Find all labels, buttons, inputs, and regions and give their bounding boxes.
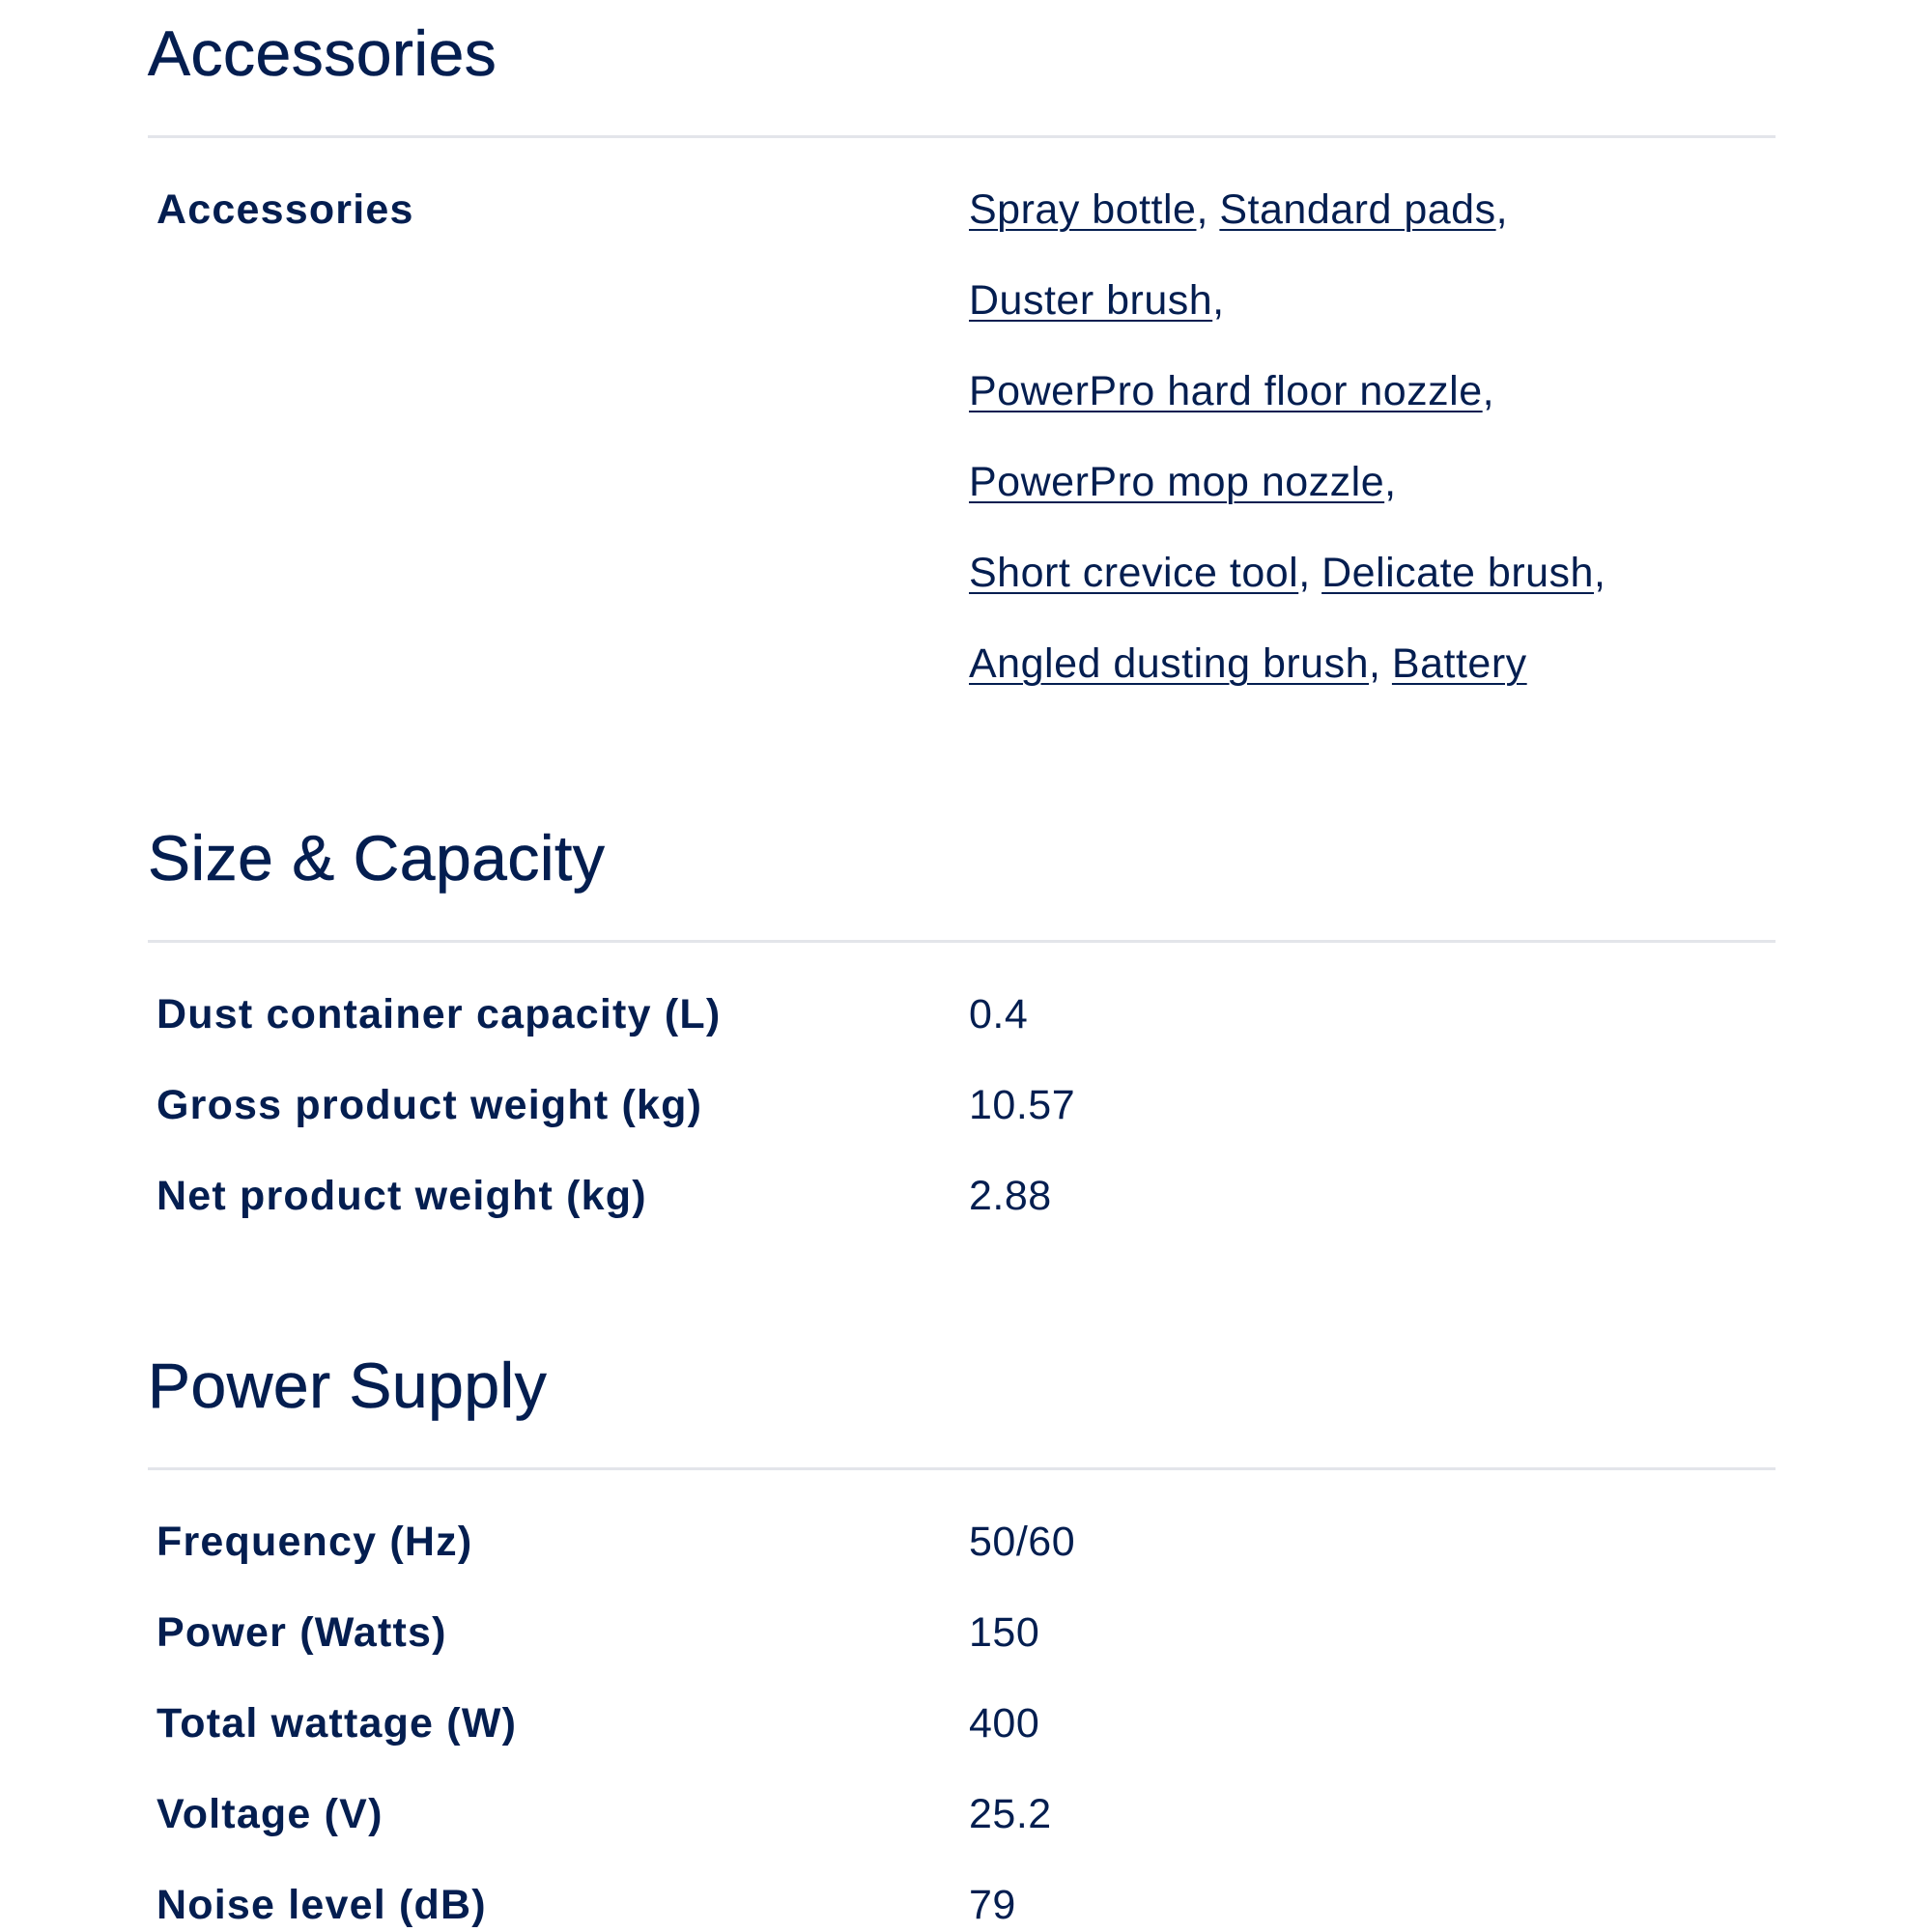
section-title-power-supply: Power Supply — [148, 1350, 548, 1421]
accessory-link[interactable]: Battery — [1391, 640, 1527, 687]
accessory-link[interactable]: Short crevice tool — [969, 550, 1299, 596]
section-divider — [148, 940, 1776, 943]
accessory-separator: , — [1212, 277, 1225, 324]
accessory-link[interactable]: PowerPro hard floor nozzle — [969, 368, 1483, 414]
spec-value: 400 — [969, 1700, 1040, 1747]
spec-value: 10.57 — [969, 1082, 1076, 1128]
accessory-link[interactable]: Duster brush — [969, 277, 1213, 324]
accessory-line — [969, 346, 1761, 437]
accessories-section — [148, 17, 1776, 687]
spec-row — [148, 1060, 1776, 1151]
accessory-link[interactable]: Angled dusting brush — [969, 640, 1370, 687]
section-divider — [148, 135, 1776, 138]
spec-label: Gross product weight (kg) — [156, 1082, 703, 1128]
spec-label: Frequency (Hz) — [156, 1519, 473, 1565]
section-title-size-capacity: Size & Capacity — [148, 822, 606, 894]
spec-value: 50/60 — [969, 1519, 1076, 1565]
accessory-line — [969, 527, 1761, 618]
spec-value: 79 — [969, 1882, 1016, 1928]
size-capacity-section — [148, 822, 1776, 1219]
spec-value: 2.88 — [969, 1173, 1052, 1219]
accessory-line — [969, 255, 1761, 346]
spec-value: 150 — [969, 1609, 1040, 1656]
spec-label: Accessories — [156, 186, 414, 233]
accessory-link[interactable]: PowerPro mop nozzle — [969, 459, 1385, 505]
accessory-separator: , — [1369, 640, 1392, 687]
accessory-link[interactable]: Spray bottle — [969, 186, 1197, 233]
spec-label: Noise level (dB) — [156, 1882, 487, 1928]
accessory-line — [969, 437, 1761, 527]
accessory-line — [969, 164, 1761, 255]
accessory-link[interactable]: Delicate brush — [1321, 550, 1594, 596]
accessory-links — [969, 164, 1761, 709]
spec-label: Net product weight (kg) — [156, 1173, 647, 1219]
section-title-accessories: Accessories — [148, 17, 497, 89]
accessory-separator: , — [1384, 459, 1397, 505]
spec-row — [148, 1769, 1776, 1860]
spec-value: 25.2 — [969, 1791, 1052, 1837]
spec-row — [148, 1860, 1776, 1932]
accessory-line — [969, 618, 1761, 709]
accessory-separator: , — [1298, 550, 1322, 596]
spec-label: Voltage (V) — [156, 1791, 384, 1837]
power-supply-section — [148, 1350, 1776, 1928]
accessory-separator: , — [1593, 550, 1605, 596]
spec-label: Dust container capacity (L) — [156, 991, 722, 1037]
spec-row — [148, 1496, 1776, 1587]
spec-label: Total wattage (W) — [156, 1700, 518, 1747]
section-divider — [148, 1467, 1776, 1470]
spec-row — [148, 969, 1776, 1060]
spec-row — [148, 1678, 1776, 1769]
accessory-separator: , — [1482, 368, 1494, 414]
spec-value: 0.4 — [969, 991, 1029, 1037]
accessory-separator: , — [1495, 186, 1508, 233]
accessory-link[interactable]: Standard pads — [1219, 186, 1496, 233]
spec-row — [148, 1587, 1776, 1678]
spec-row-accessories — [148, 164, 1776, 687]
spec-row — [148, 1151, 1776, 1241]
spec-label: Power (Watts) — [156, 1609, 447, 1656]
accessory-separator: , — [1196, 186, 1220, 233]
